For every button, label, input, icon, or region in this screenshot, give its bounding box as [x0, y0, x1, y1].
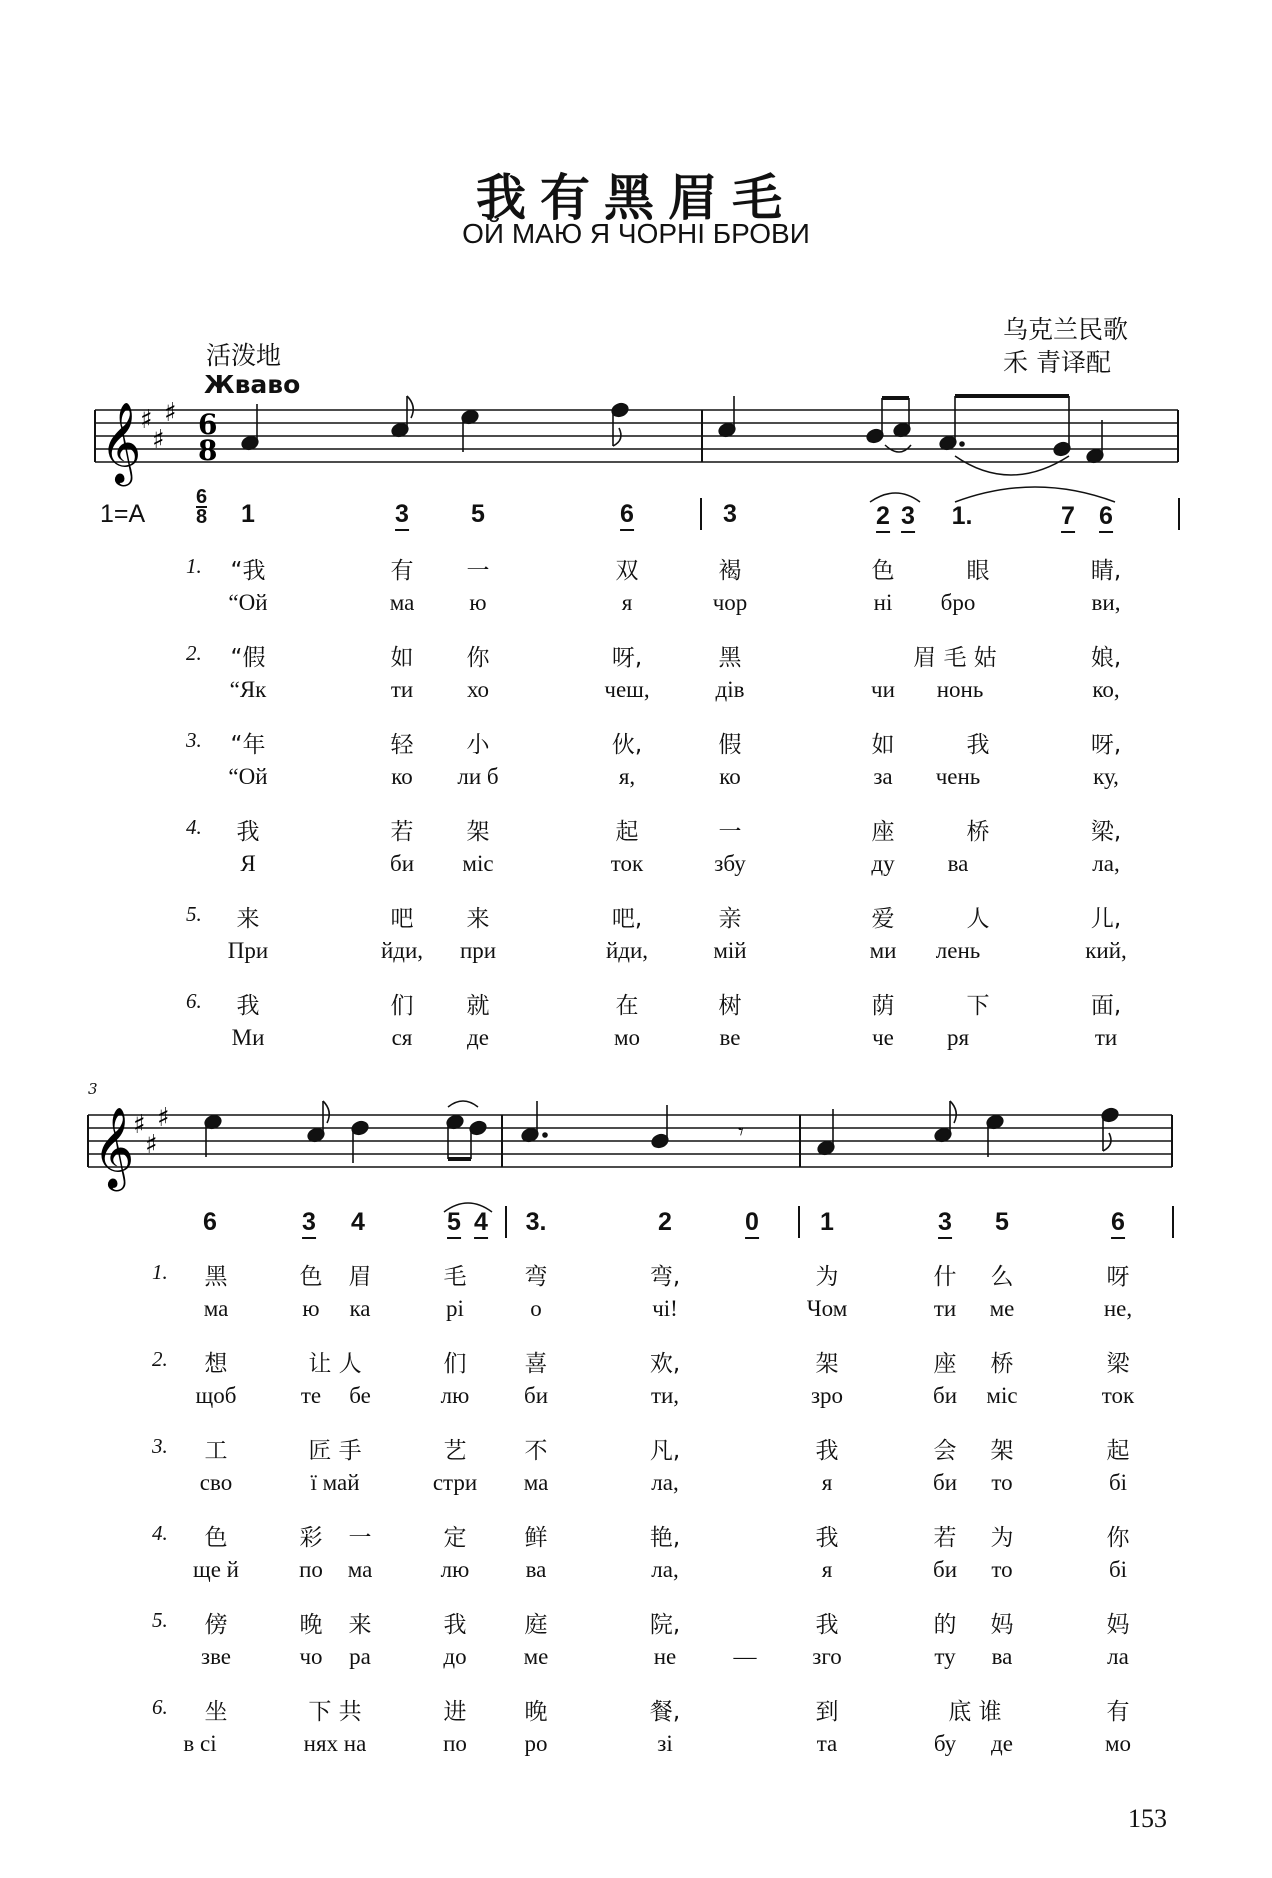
lyric-syllable-uk: бе [349, 1383, 371, 1408]
jianpu-note: 4 [351, 1208, 365, 1236]
lyric-syllable-cn: 们 [443, 1351, 467, 1377]
lyric-syllable-uk: ме [523, 1644, 549, 1669]
lyric-syllable-uk: ка [349, 1296, 371, 1321]
lyric-syllable-uk: ю [469, 590, 487, 615]
lyric-syllable-uk: би [389, 851, 415, 876]
lyric-syllable-cn: 坐 [204, 1699, 228, 1725]
lyric-syllable-uk: зро [810, 1383, 844, 1408]
lyric-syllable-cn: 妈 [1106, 1612, 1130, 1638]
lyric-syllable-cn: 儿, [1090, 906, 1122, 932]
lyric-syllable-cn: 呀, [611, 645, 643, 671]
lyric-syllable-uk: я, [618, 764, 636, 789]
lyric-syllable-cn: 来 [236, 906, 260, 932]
lyric-syllable-cn: 庭 [524, 1612, 548, 1638]
verse-number: 3. [152, 1434, 168, 1458]
lyric-syllable-uk: лень [935, 938, 981, 963]
lyric-syllable-cn: 荫 [871, 993, 895, 1019]
lyric-syllable-cn: 一 [466, 558, 490, 584]
verse-number: 5. [152, 1608, 168, 1632]
lyric-syllable-uk: “Як [229, 677, 267, 702]
lyric-syllable-uk: — [733, 1644, 757, 1669]
lyric-syllable-cn: 工 [204, 1438, 228, 1464]
lyric-syllable-cn: 喜 [524, 1351, 548, 1377]
lyric-syllable-uk: ю [302, 1296, 320, 1321]
verse-number: 4. [186, 815, 202, 839]
lyric-syllable-cn: 黑 [204, 1264, 228, 1290]
lyric-syllable-cn: 晚 [299, 1612, 323, 1638]
verse-number: 1. [186, 554, 202, 578]
lyric-syllable-cn: 梁 [1106, 1351, 1130, 1377]
lyric-syllable-cn: 色 [204, 1525, 228, 1551]
lyric-syllable-uk: ти, [650, 1383, 680, 1408]
lyric-syllable-cn: 有 [1106, 1699, 1130, 1725]
lyric-syllable-uk: йди, [380, 938, 424, 963]
jianpu-note: 3 [302, 1208, 316, 1239]
lyric-syllable-cn: “我 [230, 558, 266, 584]
lyric-syllable-uk: ма [203, 1296, 229, 1321]
lyric-syllable-uk: до [443, 1644, 467, 1669]
lyric-syllable-cn: 一 [348, 1525, 372, 1551]
lyric-syllable-cn: 的 [933, 1612, 957, 1638]
lyric-syllable-cn: “假 [230, 645, 266, 671]
key-label: 1=A [100, 500, 146, 528]
lyric-syllable-cn: 鲜 [524, 1525, 548, 1551]
lyric-syllable-uk: ро [524, 1731, 548, 1756]
lyric-syllable-uk: би [932, 1383, 958, 1408]
lyric-syllable-cn: 娘, [1090, 645, 1122, 671]
lyric-syllable-uk: ла, [1092, 851, 1120, 876]
lyric-syllable-uk: ме [989, 1296, 1015, 1321]
lyric-syllable-uk: ду [871, 851, 895, 876]
lyric-syllable-cn: 我 [815, 1525, 839, 1551]
key-signature-sharps: ♯ [140, 405, 153, 435]
lyric-syllable-cn: 眉 [348, 1264, 372, 1290]
lyric-syllable-uk: то [991, 1557, 1013, 1582]
jianpu-note: 5 [995, 1208, 1009, 1236]
lyric-syllable-uk: за [873, 764, 893, 789]
lyric-syllable-uk: лю [440, 1383, 470, 1408]
lyric-syllable-cn: 树 [718, 993, 742, 1019]
jianpu-slurs-2 [0, 1188, 1272, 1218]
lyric-syllable-cn: 弯, [649, 1264, 681, 1290]
jianpu-note: 6 [1111, 1208, 1125, 1239]
lyric-syllable-uk: чень [935, 764, 981, 789]
page-number: 153 [1128, 1804, 1167, 1833]
credit-origin: 乌克兰民歌 [1003, 315, 1129, 344]
lyric-syllable-uk: в сі [183, 1731, 217, 1756]
jianpu-note: 6 [203, 1208, 217, 1236]
lyric-syllable-uk: ток [610, 851, 644, 876]
tempo-marking-chinese: 活泼地 [206, 341, 282, 370]
jianpu-note: 6 [1099, 502, 1113, 533]
lyric-syllable-cn: 么 [990, 1264, 1014, 1290]
lyric-syllable-uk: зго [812, 1644, 842, 1669]
svg-text:8: 8 [198, 434, 218, 467]
lyric-syllable-cn: 架 [815, 1351, 839, 1377]
jianpu-note: 3 [938, 1208, 952, 1239]
lyric-syllable-cn: 褐 [718, 558, 742, 584]
lyric-syllable-cn: 伙, [611, 732, 643, 758]
jianpu-note: 4 [474, 1208, 488, 1239]
lyric-syllable-uk: ти [1094, 1025, 1118, 1050]
lyric-syllable-uk: би [523, 1383, 549, 1408]
verse-number: 3. [186, 728, 202, 752]
lyric-syllable-uk: бі [1108, 1557, 1128, 1582]
lyric-syllable-cn: 如 [871, 732, 895, 758]
lyric-syllable-uk: чи [871, 677, 895, 702]
lyric-syllable-cn: 人 [966, 906, 990, 932]
lyric-syllable-cn: 底 谁 [948, 1699, 1002, 1725]
song-title-ukrainian: ОЙ МАЮ Я ЧОРНІ БРОВИ [462, 218, 810, 249]
lyric-syllable-uk: При [227, 938, 269, 963]
lyric-syllable-cn: 起 [615, 819, 639, 845]
lyric-syllable-cn: 吧 [390, 906, 414, 932]
lyric-syllable-uk: по [299, 1557, 323, 1582]
lyric-syllable-uk: де [467, 1025, 489, 1050]
lyric-syllable-uk: че [872, 1025, 894, 1050]
lyric-syllable-uk: ра [349, 1644, 371, 1669]
lyric-syllable-cn: 们 [390, 993, 414, 1019]
lyric-syllable-cn: 眉 毛 姑 [913, 645, 997, 671]
verse-number: 1. [152, 1260, 168, 1284]
lyric-syllable-uk: я [821, 1470, 833, 1495]
jianpu-note: 3. [525, 1208, 547, 1236]
lyric-syllable-uk: зве [200, 1644, 232, 1669]
lyric-syllable-uk: рі [446, 1296, 464, 1321]
lyric-syllable-uk: Ми [231, 1025, 265, 1050]
lyric-syllable-uk: чор [712, 590, 748, 615]
svg-text:♯: ♯ [157, 1103, 170, 1133]
lyric-syllable-cn: 让 人 [308, 1351, 362, 1377]
lyric-syllable-uk: бу [933, 1731, 957, 1756]
lyric-syllable-uk: щоб [195, 1383, 237, 1408]
lyric-syllable-uk: мій [713, 938, 747, 963]
lyric-syllable-uk: ми [869, 938, 897, 963]
lyric-syllable-cn: 桥 [990, 1351, 1014, 1377]
lyric-syllable-cn: 晚 [524, 1699, 548, 1725]
lyric-syllable-cn: 来 [348, 1612, 372, 1638]
lyric-syllable-cn: 毛 [443, 1264, 467, 1290]
lyric-syllable-cn: 桥 [966, 819, 990, 845]
lyric-syllable-cn: 定 [443, 1525, 467, 1551]
jianpu-note: 3 [901, 502, 915, 533]
lyric-syllable-uk: бі [1108, 1470, 1128, 1495]
lyric-syllable-cn: 你 [466, 645, 490, 671]
lyric-syllable-uk: ко, [1092, 677, 1120, 702]
lyric-syllable-uk: лю [440, 1557, 470, 1582]
verse-number: 5. [186, 902, 202, 926]
lyric-syllable-cn: 呀, [1090, 732, 1122, 758]
lyric-syllable-uk: ли б [457, 764, 499, 789]
lyric-syllable-uk: та [816, 1731, 838, 1756]
lyric-syllable-uk: ва [991, 1644, 1013, 1669]
lyric-syllable-uk: ма [389, 590, 415, 615]
jianpu-note: 1 [241, 500, 255, 528]
lyric-syllable-cn: 到 [815, 1699, 839, 1725]
lyric-syllable-uk: ток [1101, 1383, 1135, 1408]
lyric-syllable-uk: збу [714, 851, 746, 876]
lyric-syllable-cn: 为 [815, 1264, 839, 1290]
lyric-syllable-cn: 就 [466, 993, 490, 1019]
lyric-syllable-cn: 想 [204, 1351, 228, 1377]
jianpu-slurs-1 [0, 478, 1272, 508]
time-signature: 6 [198, 408, 218, 441]
verse-number: 4. [152, 1521, 168, 1545]
lyric-syllable-cn: 睛, [1090, 558, 1122, 584]
song-title-chinese: 我有黑眉毛 [476, 168, 796, 227]
lyric-syllable-cn: 架 [466, 819, 490, 845]
lyric-syllable-cn: 面, [1090, 993, 1122, 1019]
lyric-syllable-uk: міс [462, 851, 494, 876]
lyric-syllable-cn: 起 [1106, 1438, 1130, 1464]
jianpu-note: 5 [447, 1208, 461, 1239]
lyric-syllable-cn: 我 [966, 732, 990, 758]
lyric-syllable-cn: 彩 [299, 1525, 323, 1551]
lyric-syllable-cn: 黑 [718, 645, 742, 671]
lyric-syllable-cn: 若 [390, 819, 414, 845]
lyric-syllable-uk: Я [240, 851, 256, 876]
lyric-syllable-cn: 为 [990, 1525, 1014, 1551]
lyric-syllable-uk: те [300, 1383, 322, 1408]
lyric-syllable-uk: по [443, 1731, 467, 1756]
lyric-syllable-uk: при [459, 938, 497, 963]
jianpu-note: 6 [620, 500, 634, 531]
jianpu-note: 5 [471, 500, 485, 528]
lyric-syllable-uk: я [821, 1557, 833, 1582]
lyric-syllable-cn: 爱 [871, 906, 895, 932]
lyric-syllable-cn: 你 [1106, 1525, 1130, 1551]
lyric-syllable-cn: 在 [615, 993, 639, 1019]
lyric-syllable-uk: ту [934, 1644, 956, 1669]
lyric-syllable-cn: 呀 [1106, 1264, 1130, 1290]
lyric-syllable-uk: ні [873, 590, 893, 615]
svg-text:♯: ♯ [164, 398, 177, 428]
lyric-syllable-cn: 一 [718, 819, 742, 845]
lyric-syllable-uk: зі [657, 1731, 673, 1756]
measure-number: 3 [88, 1080, 98, 1098]
lyric-syllable-uk: чеш, [604, 677, 650, 702]
lyric-syllable-cn: 我 [236, 993, 260, 1019]
lyric-syllable-uk: міс [986, 1383, 1018, 1408]
lyric-syllable-uk: стри [432, 1470, 478, 1495]
lyric-syllable-cn: 什 [933, 1264, 957, 1290]
lyric-syllable-uk: ма [347, 1557, 373, 1582]
lyric-syllable-uk: ва [525, 1557, 547, 1582]
lyric-syllable-uk: нях на [303, 1731, 367, 1756]
svg-text:𝄾: 𝄾 [738, 1120, 744, 1145]
lyric-syllable-cn: 座 [871, 819, 895, 845]
lyric-syllable-cn: 我 [443, 1612, 467, 1638]
lyric-syllable-cn: 欢, [649, 1351, 681, 1377]
svg-text:♯: ♯ [145, 1130, 158, 1160]
jianpu-note: 2 [876, 502, 890, 533]
lyric-syllable-uk: би [932, 1470, 958, 1495]
lyric-syllable-cn: 色 [871, 558, 895, 584]
lyric-syllable-uk: йди, [605, 938, 649, 963]
jianpu-note: 1. [951, 502, 973, 530]
lyric-syllable-uk: то [991, 1470, 1013, 1495]
lyric-syllable-cn: “年 [230, 732, 266, 758]
lyric-syllable-uk: я [621, 590, 633, 615]
lyric-syllable-cn: 不 [524, 1438, 548, 1464]
lyric-syllable-cn: 我 [236, 819, 260, 845]
lyric-syllable-uk: ще й [193, 1557, 239, 1582]
lyric-syllable-cn: 色 [299, 1264, 323, 1290]
lyric-syllable-cn: 我 [815, 1612, 839, 1638]
lyric-syllable-cn: 傍 [204, 1612, 228, 1638]
lyric-syllable-cn: 院, [649, 1612, 681, 1638]
svg-text:♯: ♯ [133, 1110, 146, 1140]
lyric-syllable-uk: “Ой [228, 764, 268, 789]
jianpu-note: 3 [395, 500, 409, 531]
lyric-syllable-cn: 下 共 [308, 1699, 362, 1725]
lyric-syllable-uk: сво [199, 1470, 233, 1495]
lyric-syllable-cn: 架 [990, 1438, 1014, 1464]
verse-number: 2. [152, 1347, 168, 1371]
lyric-syllable-uk: ви, [1091, 590, 1121, 615]
lyric-syllable-uk: ма [523, 1470, 549, 1495]
lyric-syllable-uk: нонь [936, 677, 984, 702]
lyric-syllable-uk: ла, [651, 1470, 679, 1495]
lyric-syllable-uk: ла [1107, 1644, 1129, 1669]
lyric-syllable-cn: 双 [615, 558, 639, 584]
lyric-syllable-uk: ря [946, 1025, 970, 1050]
lyric-syllable-cn: 座 [933, 1351, 957, 1377]
treble-clef-icon: 𝄞 [100, 401, 142, 483]
jianpu-note: 0 [745, 1208, 759, 1239]
lyric-syllable-cn: 下 [966, 993, 990, 1019]
lyric-syllable-uk: ти [933, 1296, 957, 1321]
lyric-syllable-uk: кий, [1085, 938, 1127, 963]
lyric-syllable-cn: 若 [933, 1525, 957, 1551]
lyric-syllable-uk: не, [1103, 1296, 1133, 1321]
lyric-syllable-cn: 匠 手 [308, 1438, 362, 1464]
lyric-syllable-cn: 妈 [990, 1612, 1014, 1638]
lyric-syllable-uk: ве [719, 1025, 741, 1050]
lyric-syllable-uk: мо [613, 1025, 641, 1050]
lyric-syllable-uk: чо [299, 1644, 323, 1669]
lyric-syllable-cn: 吧, [611, 906, 643, 932]
lyric-syllable-cn: 小 [466, 732, 490, 758]
lyric-syllable-cn: 我 [815, 1438, 839, 1464]
lyric-syllable-uk: бро [940, 590, 976, 615]
lyric-syllable-uk: Чом [806, 1296, 848, 1321]
lyric-syllable-uk: ва [947, 851, 969, 876]
lyric-syllable-cn: 来 [466, 906, 490, 932]
jianpu-note: 3 [723, 500, 737, 528]
lyric-syllable-cn: 梁, [1090, 819, 1122, 845]
verse-number: 6. [152, 1695, 168, 1719]
lyric-syllable-cn: 会 [933, 1438, 957, 1464]
jianpu-time-signature: 6 8 [196, 486, 208, 528]
lyric-syllable-uk: ко [391, 764, 413, 789]
lyric-syllable-uk: о [530, 1296, 542, 1321]
lyric-syllable-uk: ла, [651, 1557, 679, 1582]
lyric-syllable-cn: 眼 [966, 558, 990, 584]
lyric-syllable-cn: 艺 [443, 1438, 467, 1464]
lyric-syllable-cn: 餐, [649, 1699, 681, 1725]
lyric-syllable-uk: дів [715, 677, 745, 702]
lyric-syllable-uk: ти [390, 677, 414, 702]
verse-number: 6. [186, 989, 202, 1013]
jianpu-note: 2 [658, 1208, 672, 1236]
lyric-syllable-uk: ку, [1093, 764, 1119, 789]
svg-text:♯: ♯ [152, 425, 165, 455]
lyric-syllable-uk: мо [1104, 1731, 1132, 1756]
lyric-syllable-cn: 轻 [390, 732, 414, 758]
svg-text:𝄞: 𝄞 [93, 1106, 135, 1188]
lyric-syllable-uk: би [932, 1557, 958, 1582]
credit-translator: 禾 青译配 [1003, 348, 1111, 377]
lyric-syllable-cn: 弯 [524, 1264, 548, 1290]
verse-number: 2. [186, 641, 202, 665]
lyric-syllable-uk: не [653, 1644, 677, 1669]
lyric-syllable-uk: ся [391, 1025, 413, 1050]
lyric-syllable-cn: 进 [443, 1699, 467, 1725]
lyric-syllable-cn: 亲 [718, 906, 742, 932]
jianpu-note: 1 [820, 1208, 834, 1236]
lyric-syllable-cn: 有 [390, 558, 414, 584]
lyric-syllable-uk: ко [719, 764, 741, 789]
lyric-syllable-uk: де [991, 1731, 1013, 1756]
lyric-syllable-cn: 艳, [649, 1525, 681, 1551]
lyric-syllable-cn: 如 [390, 645, 414, 671]
lyric-syllable-uk: ї май [310, 1470, 360, 1495]
jianpu-note: 7 [1061, 502, 1075, 533]
lyric-syllable-cn: 假 [718, 732, 742, 758]
tempo-marking-ukrainian: Жваво [204, 370, 301, 399]
lyric-syllable-cn: 凡, [649, 1438, 681, 1464]
lyric-syllable-uk: хо [466, 677, 490, 702]
lyric-syllable-uk: чі! [652, 1296, 678, 1321]
lyric-syllable-uk: “Ой [228, 590, 268, 615]
